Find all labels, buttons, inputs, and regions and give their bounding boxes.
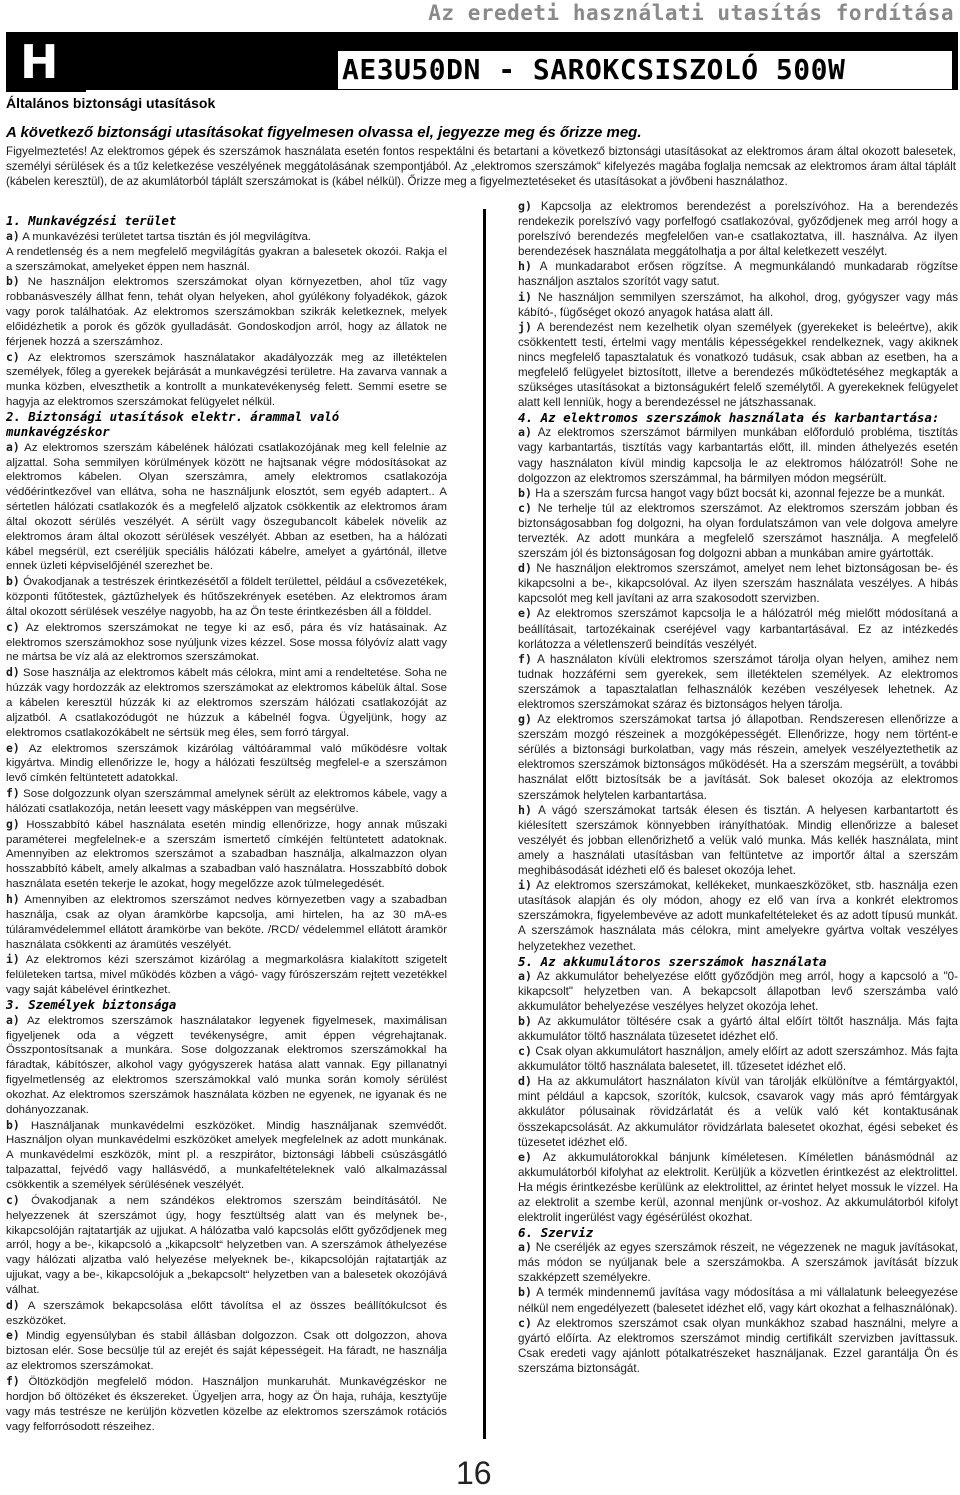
item-text: Ne használjon elektromos szerszámot, amelyet nem lehet biztonságosan be- és kikapcsolni a be-, kikapcsolóval. Az ilyen szerszám használata veszélyes. A hibás kapcsolót meg kell javítani az arra szakosodott szervizben.	[518, 562, 958, 606]
instruction-paragraph	[6, 229, 447, 245]
item-text: Ha az akkumulátort használaton kívül van tárolják elkülönítve a fémtárgyaktól, mint például a kapcsok, szorítók, kulcsok, csavarok vagy más apró fémtárgyak akkulátor pólusainak rövidzárlatát és a velük való két kontaktusának összekapcsolását. Az akkumulátor rövidzárlata balesetet okozhat, égési sebeket és tüzesetet idézhet elő.	[518, 1075, 958, 1149]
instruction-paragraph	[518, 199, 958, 259]
item-letter: g)	[518, 199, 532, 213]
item-letter: h)	[518, 259, 532, 274]
item-letter: c)	[6, 619, 20, 634]
instruction-paragraph	[518, 1240, 958, 1285]
item-text: Ne használjon elektromos szerszámokat olyan környezetben, ahol tűz vagy robbanásveszély állhat fenn, tehát olyan helyeken, ahol gyúlékony folyadékok, gázok vagy porok találhatóak. Az elektromos szerszámokban szikrák keletkeznek, melyek előidézhetik a porok és gőzök gyulladását. Gondoskodjon arról, hogy az állatok ne férjenek hozzá a szerszámhoz.	[6, 276, 447, 348]
item-text: A termék mindennemű javítása vagy módosítása a mi vállalatunk beleegyezése nélkül nem engedélyezett (balesetet idézhet elő, vagy kárt okozhat a felhasználónak).	[518, 1286, 958, 1315]
instruction-paragraph	[6, 574, 447, 620]
item-letter: h)	[518, 802, 532, 817]
item-letter: a)	[518, 1240, 532, 1255]
instruction-paragraph	[6, 1328, 447, 1374]
instruction-paragraph	[518, 803, 958, 878]
section-heading: 6. Szerviz	[518, 1225, 594, 1241]
item-letter: b)	[518, 485, 532, 500]
instruction-paragraph	[6, 350, 447, 410]
item-text: Az elektromos szerszám kábelének hálózati csatlakozójának meg kell felelnie az aljzattal. Soha semmilyen körülmények között ne hajtsanak végre módosításokat az elektromos kábelen. Olyan szerszámra, amely elektromos csatlakozója védőérintkezővel van ellátva, soha ne használjunk elosztót, sem egyéb adaptert.. A sértetlen hálózati csatlakozók és a megfelelő aljzatok csökkentik az elektromos áram által okozott sérülés veszélyét. A sérült vagy öszegubancolt kábelek növelik az elektromos áram által okozott sérülések veszélyét. Abban az esetben, ha a hálózati kábel megsérül, ezt cseréljük speciális hálózati kábelre, amelyet a gyártónál, illetve ennek üzleti képviselőjénél szerezhet be.	[6, 441, 447, 573]
lead-warning: A következő biztonsági utasításokat figyelmesen olvassa el, jegyezze meg és őrizze meg.	[6, 124, 642, 141]
instruction-paragraph	[6, 665, 447, 740]
instruction-paragraph	[518, 969, 958, 1014]
instruction-paragraph	[518, 1044, 958, 1074]
item-text: Csak olyan akkumulátort használjon, amely előírt az adott szerszámhoz. Más fajta akkumulátor töltő használata balesetet, ill. tűzesetet idézhet elő.	[518, 1045, 958, 1074]
product-title-box	[338, 51, 952, 89]
language-badge: H	[6, 32, 86, 92]
item-text: Az akkumulátor behelyezése előtt győződjön meg arról, hogy a kapcsoló a "0-kikapcsolt" helyzetben van. A bekapcsolt állapotban levő szerszámba való akkumulátor behelyezése veszélyes helyzet okozója lehet.	[518, 969, 958, 1013]
left-column	[6, 214, 447, 1434]
page-number: 16	[456, 1455, 492, 1491]
item-text: Az elektromos szerszámot bármilyen munkában előforduló probléma, tisztítás vagy karbantartás, tisztítás vagy karbantartás előtt, ill. minden áthelyezés esetén vagy használaton kívül mindig kapcsolja le az elektromos hálózatról! Sohe ne dolgozzon az elektromos szerszámmal, ha bármilyen módon megsérült.	[518, 426, 958, 485]
instruction-paragraph	[518, 561, 958, 606]
instruction-paragraph	[6, 1013, 447, 1118]
item-letter: e)	[518, 606, 532, 621]
item-letter: b)	[6, 274, 20, 289]
item-text: Az akkumulátorokkal bánjunk kíméletesen. Kíméletlen bánásmódnál az akkumulátorból kifolyhat az elektrolit. Kerüljük a közvetlen érintkezést az elektrolittel. Ha mégis érintkezésbe kerülünk az elektrolittel, az érintet helyet mossuk le vízzel. Ha az elektrolit a szembe kerül, azonnal menjünk or-voshoz. Az akkumulátorból kifolyt elektrolit ingerülést vagy égésérülést okozhat.	[518, 1150, 958, 1225]
item-text: A munkavézési területet tartsa tisztán és jól megvilágítva.	[22, 230, 311, 243]
section-heading: 5. Az akkumulátoros szerszámok használata	[518, 953, 827, 969]
item-text: Ne cseréljék az egyes szerszámok részeit, ne végezzenek ne maguk javításokat, más módon se nyúljanak bele a szerszámokba. A szerszámok javítását bízzuk szakképzett személyekre.	[518, 1241, 958, 1285]
item-letter: h)	[6, 891, 20, 906]
right-column	[518, 199, 958, 1376]
item-text: Amennyiben az elektromos szerszámot nedves környezetben vagy a szabadban használja, csak az olyan áramkörbe kapcsolja, ami hirtelen, ha az 30 mA-es túláramvédelemmel ellátott áramkörbe van beköte. /RCD/ védelemmel ellátott áramkör használata csökkenti az áramütés veszélyét.	[6, 893, 447, 951]
item-letter: i)	[518, 878, 532, 893]
instruction-paragraph	[6, 786, 447, 817]
column-divider	[483, 209, 486, 1439]
instruction-paragraph	[6, 1374, 447, 1434]
item-letter: f)	[518, 651, 532, 666]
item-text: Az elektromos szerszámok használatakor akadályozzák meg az illetéktelen személyek, főleg a gyerekek bejárását a munkavégzési területre. Ha zavarva vannak a munka közben, elveszthetik a kontrollt a munkatevékenység felett. Semmi esetre se hagyja az elektromos szerszámokat felügyelet nélkül.	[6, 351, 447, 409]
item-letter: g)	[518, 712, 532, 727]
item-text: Ha a szerszám furcsa hangot vagy bűzt bocsát ki, azonnal fejezze be a munkát.	[535, 486, 946, 500]
instruction-paragraph	[518, 606, 958, 651]
item-letter: d)	[6, 1297, 20, 1312]
instruction-paragraph	[6, 741, 447, 787]
instruction-paragraph	[6, 817, 447, 892]
item-text: Sose használja az elektromos kábelt más célokra, mint ami a rendeltetése. Soha ne húzzák vagy hordozzák az elektromos szerszámokat az elektromos kábelük által. Sose a kábelen keresztül húzzák ki az elektromos szerszám hálózati csatlakozóját az aljzatból. A csatlakozódugót ne húzzuk a kábelnél fogva. Ügyeljünk, hogy az elektromos csatlakozókábelt ne sértsük meg éles, sem forró tárgyal.	[6, 667, 447, 739]
item-letter: d)	[518, 1074, 532, 1089]
section-heading: 4. Az elektromos szerszámok használata és karbantartása:	[518, 410, 940, 426]
item-letter: a)	[518, 425, 532, 440]
item-letter: f)	[6, 786, 20, 801]
instruction-paragraph	[6, 892, 447, 952]
item-text: Sose dolgozzunk olyan szerszámmal amelynek sérült az elektromos kábele, vagy a hálózati csatlakozója, netán leesett vagy másképpen van megsérülve.	[6, 788, 447, 815]
item-text: A használaton kívüli elektromos szerszámot tárolja olyan helyen, amihez nem tudnak hozzáférni sem gyerekek, sem illetéktelen személyek. Az elektromos szerszámok a tapasztalatlan felhasználók kezében veszélyesek lehetnek. Az elektromos szerszámokat száraz és biztonságos helyen tárolja.	[518, 652, 958, 711]
item-letter: c)	[518, 500, 532, 515]
instruction-paragraph	[6, 1118, 447, 1193]
instruction-paragraph	[6, 620, 447, 666]
item-text: Hosszabbító kábel használata esetén mindig ellenőrizze, hogy annak műszaki paraméterei megfelelnek-e a szerszám ismertető címkéjén feltüntetett adatoknak. Amennyiben az elektromos szerszámot a szabadban használja, alkalmazzon olyan hosszabbító kábelt, amely alkalmas a szabadban való használatra. Hosszabbító dobok használata esetén tekerje le azokat, hogy megelőzze azok túlmelegedését.	[6, 818, 447, 891]
item-letter: b)	[6, 1117, 20, 1132]
instruction-paragraph	[6, 1193, 447, 1298]
item-text: Az elektromos szerszámot csak olyan munkákhoz szabad használni, melyre a gyártó előírta. Az elektromos szerszámot mindig certifikált szervizben javíttassuk. Csak eredeti vagy ajánlott pótalkatrészeket használjanak. Ezzel garantálja Ön és szerszáma biztonságát.	[518, 1316, 958, 1375]
item-text: Használjanak munkavédelmi eszközöket. Mindig használjanak szemvédőt. Használjon olyan munkavédelmi eszközöket amelyek megfelelnek az adott munkának. A munkavédelmi eszközök, mint pl. a reszpirátor, biztonsági lábbeli csúszásgátló talpazattal, fejvédő vagy hallásvédő, a munkafeltételeknek való alkalmazással csökkentik a személyek sérülésének veszélyét.	[6, 1119, 447, 1191]
item-text: A vágó szerszámokat tartsák élesen és tisztán. A helyesen karbantartott és kiélesített szerszámok könnyebben irányíthatóak. Mindig ellenőrizze a baleset veszélyét és jobban ellenőrizhető a velük való munka. Más kellék használata, mint amely a használati utasításban van feltüntetve az importőr által a szerszám meghibásodását idézheti elő és baleset okozója lehet.	[518, 803, 958, 878]
item-letter: d)	[518, 561, 532, 576]
item-text: Az elektromos szerszámokat tartsa jó állapotban. Rendszeresen ellenőrizze a szerszám mozgó részeinek a mozgóképességét. Ellenőrizze, hogy nem történt-e sérülés a biztonsági burkolatban, vagy más részein, amelyek veszélyeztethetik az elektromos szerszámok biztonságos működését. Ha a szerszám megsérült, a további használat előtt biztosítsák be a javítását. Sok baleset okozója az elektromos szerszámok helytelen karbantartása.	[518, 713, 958, 802]
item-letter: a)	[6, 228, 20, 243]
item-letter: j)	[518, 319, 532, 334]
item-text: Az elektromos kézi szerszámot kizárólag a megmarkolásra kialakított szigetelt felületeken tartsa, mivel működés közben a vágó- vagy fúrószerszám rejtett vezetékkel vagy saját kábelével érintkezhet.	[6, 954, 448, 997]
instruction-paragraph	[518, 1150, 958, 1225]
item-letter: b)	[518, 1013, 532, 1028]
instruction-paragraph	[518, 1285, 958, 1315]
product-title: AE3U50DN - SAROKCSISZOLÓ 500W	[342, 53, 846, 86]
item-letter: b)	[518, 1285, 532, 1300]
item-letter: g)	[6, 816, 20, 831]
item-letter: a)	[6, 1012, 20, 1027]
item-letter: c)	[6, 349, 20, 364]
item-text: Óvakodjanak a nem szándékos elektromos szerszám beindításától. Ne helyezzenek át szerszámot úgy, hogy fesztültség alatt van és melynek be-, kikapcsolóján rajtatartják az ujjukat. A hálózatba való kapcsolás előtt győződjenek meg arról, hogy a be-, kikapcsoló a „kikapcsolt“ helyzetben van. A szerszámok áthelyezése vagy hálózati aljzatba való helyezése melyeknek be-, kikapcsolóján rajtatartják az ujjukat, vagy a be-, kikapcsolójuk a „bekapcsolt“ helyzetben van a balesetek okozójává válhat.	[6, 1194, 447, 1296]
item-letter: d)	[6, 665, 20, 680]
item-letter: c)	[518, 1044, 532, 1059]
section-title: Általános biztonsági utasítások	[6, 95, 216, 111]
intro-paragraph: Figyelmeztetés! Az elektromos gépek és szerszámok használata esetén fontos respektálni és betartani a következő biztonsági utasításokat az elektromos áram által okozott balesetek, személyi sérülések és a tűz keletkezése veszélyének meggátolásának szempontjából. Az „elektromos szerszámok“ kifelyezés magába foglalja nemcsak az elektromos áram által táplált (kábelen keresztül), de az akumlátorból táplált szerszámokat is (kábel nélkül). Őrizze meg a figyelmeztetéseket és utasításokat a jövőbeni használathoz.	[6, 145, 956, 189]
instruction-paragraph	[6, 440, 447, 575]
instruction-paragraph	[518, 486, 958, 501]
document-heading: Az eredeti használati utasítás fordítása	[428, 1, 954, 25]
instruction-paragraph	[518, 1014, 958, 1044]
item-text: Ne használjon semmilyen szerszámot, ha alkohol, drog, gyógyszer vagy más kábító-, fügőséget okozó anyagok hatása alatt áll.	[518, 290, 958, 319]
item-text: A szerszámok bekapcsolása előtt távolítsa el az összes beállítókulcsot és eszközöket.	[6, 1299, 447, 1327]
item-text: A berendezést nem kezelhetik olyan személyek (gyerekeket is beleértve), akik csökkentett testi, értelmi vagy mentális képességekkel rendelkeznek, vagy akiknek nincs megfelelő tapasztalatuk és vonatkozó tudásuk, csak abban az esetben, ha a megfelelő felügyelet biztosított, illetve a berendezés működtetéséhez megkapták a szükséges utasításokat a biztonságukért felelő személytől. A gyerekeknek felügyelet alatt kell lenniük, hogy a berendezéssel ne játszhassanak.	[518, 320, 958, 410]
instruction-paragraph	[6, 245, 447, 275]
item-text: Az elektromos szerszámok használatakor legyenek figyelmesek, maximálisan figyeljenek oda a végzett tevékenységre, amit éppen végrehajtanak. Összpontosítsanak a munkára. Sose dolgozzanak elektromos szerszámokkal ha fáradtak, kábítószer, alkohol vagy gyógyszerek hatása alatt vannak. Egy pillanatnyi figyelmetlenség az elektromos szerszámokkal való munka során komoly sérülést okozhat. Az elektromos szerszámok használata közben ne egyenek, ne igyanak és ne dohányozzanak.	[6, 1014, 447, 1116]
item-text: Az elektromos szerszámokat ne tegye ki az eső, pára és víz hatásainak. Az elektromos szerszámokhoz sose nyúljunk vizes kézzel. Sose mossa fólyóvíz alatt vagy ne mártsa be víz alá az elektromos szerszámokat.	[6, 621, 447, 664]
instruction-paragraph	[518, 501, 958, 561]
item-text: Óvakodjanak a testrészek érintkezésétől a földelt területtel, például a csővezetékek, központi fűtőtestek, gáztűzhelyek és hűtőszekrények esetében. Az elektromos áram által okozott sérülések veszélye nagyobb, ha az Ön teste érintkezésben áll a földdel.	[6, 576, 447, 618]
instruction-paragraph	[518, 1074, 958, 1149]
section-heading: 3. Személyek biztonsága	[6, 997, 177, 1012]
instruction-paragraph	[518, 259, 958, 289]
instruction-paragraph	[518, 652, 958, 712]
instruction-paragraph	[6, 952, 447, 998]
item-letter: a)	[6, 439, 20, 454]
instruction-paragraph	[518, 290, 958, 320]
item-letter: f)	[6, 1373, 20, 1388]
item-text: Mindig egyensúlyban és stabil állásban dolgozzon. Csak ott dolgozzon, ahova biztosan elér. Sose becsülje túl az erejét és saját képességeit. Ha fáradt, ne használja az elektromos szerszámokat.	[6, 1330, 447, 1373]
item-letter: i)	[518, 289, 532, 304]
item-letter: i)	[6, 952, 20, 967]
item-letter: e)	[6, 740, 20, 755]
item-text: Öltözködjön megfelelő módon. Használjon munkaruhát. Munkavégzéskor ne hordjon bő öltözéket és ékszereket. Ügyeljen arra, hogy az Ön haja, ruhája, kesztyűje vagy más testrésze ne kerüljön közvetlen közelbe az elektromos szerszámok rotációs vagy felforrósodott részeihez.	[6, 1375, 447, 1433]
instruction-paragraph	[518, 878, 958, 953]
item-letter: c)	[518, 1315, 532, 1330]
item-text: A rendetlenség és a nem megfelelő megvilágítás gyakran a balesetek okozói. Rakja el a szerszámokat, amelyeket éppen nem használ.	[6, 245, 447, 273]
instruction-paragraph	[6, 1298, 447, 1329]
instruction-paragraph	[518, 425, 958, 485]
instruction-paragraph	[518, 712, 958, 803]
instruction-paragraph	[518, 1316, 958, 1376]
item-text: Az elektromos szerszámok kizárólag váltóárammal való működésre voltak kigyártva. Mindig ellenőrizze le, hogy a hálózati feszültség megfelel-e a szerszámon levő címkén feltüntetett adatokkal.	[6, 742, 447, 785]
item-text: A munkadarabot erősen rögzítse. A megmunkálandó munkadarab rögzítse használjon asztalos szorítót vagy satut.	[518, 260, 958, 289]
item-letter: b)	[6, 574, 20, 589]
instruction-paragraph	[6, 274, 447, 349]
section-heading: 2. Biztonsági utasítások elektr. árammal való munkavégzéskor	[6, 409, 340, 439]
item-text: Az elektromos szerszámot kapcsolja le a hálózatról még mielőtt módosítaná a beállításait, tartozékainak cseréjével vagy karbantartásával. Ez az intézkedés korlátozza a véletlenszerű beindítás veszélyét.	[518, 607, 958, 651]
item-letter: c)	[6, 1192, 20, 1207]
item-text: Ne terhelje túl az elektromos szerszámot. Az elektromos szerszám jobban és biztonságosabban fog dolgozni, ha olyan fordulatszámon van vele dolgova amelyre tervezték. Az adott munkára a megfelelő szerszámot használja. A megfelelő szerszám jól és biztonságosan fog dolgozni abban a munkában amire gyártották.	[518, 501, 958, 561]
section-heading: 1. Munkavégzési terület	[6, 214, 177, 228]
item-letter: e)	[518, 1149, 532, 1164]
instruction-paragraph	[518, 320, 958, 411]
item-text: Kapcsolja az elektromos berendezést a porelszívóhoz. Ha a berendezés rendekezik porelszívó vagy porfelfogó csatlakozóval, győződjenek meg arról hogy a porelszívó berendezés megfelelően van-e csatlakoztatva, ill. használva. Az ilyen berendezések használata meggátolhatja a por által keletkezett veszélyt.	[518, 200, 958, 259]
item-letter: a)	[518, 968, 532, 983]
item-text: Az akkumulátor töltésére csak a gyártó által előírt töltőt használja. Más fajta akkumulátor töltő használata tüzesetet idézhet elő.	[518, 1014, 958, 1043]
item-letter: e)	[6, 1328, 20, 1343]
item-text: Az elektromos szerszámokat, kellékeket, munkaeszközöket, stb. használja ezen utasítások alapján és oly módon, ahogy ez elő van írva a konkrét elektromos szerszámokra, figyelembevéve az adott munkafeltételeket és az adott típusú munkát. A szerszámok használata más célokra, mint amelyekre gyártva voltak veszélyes helyzetekhez vezethet.	[518, 879, 958, 953]
